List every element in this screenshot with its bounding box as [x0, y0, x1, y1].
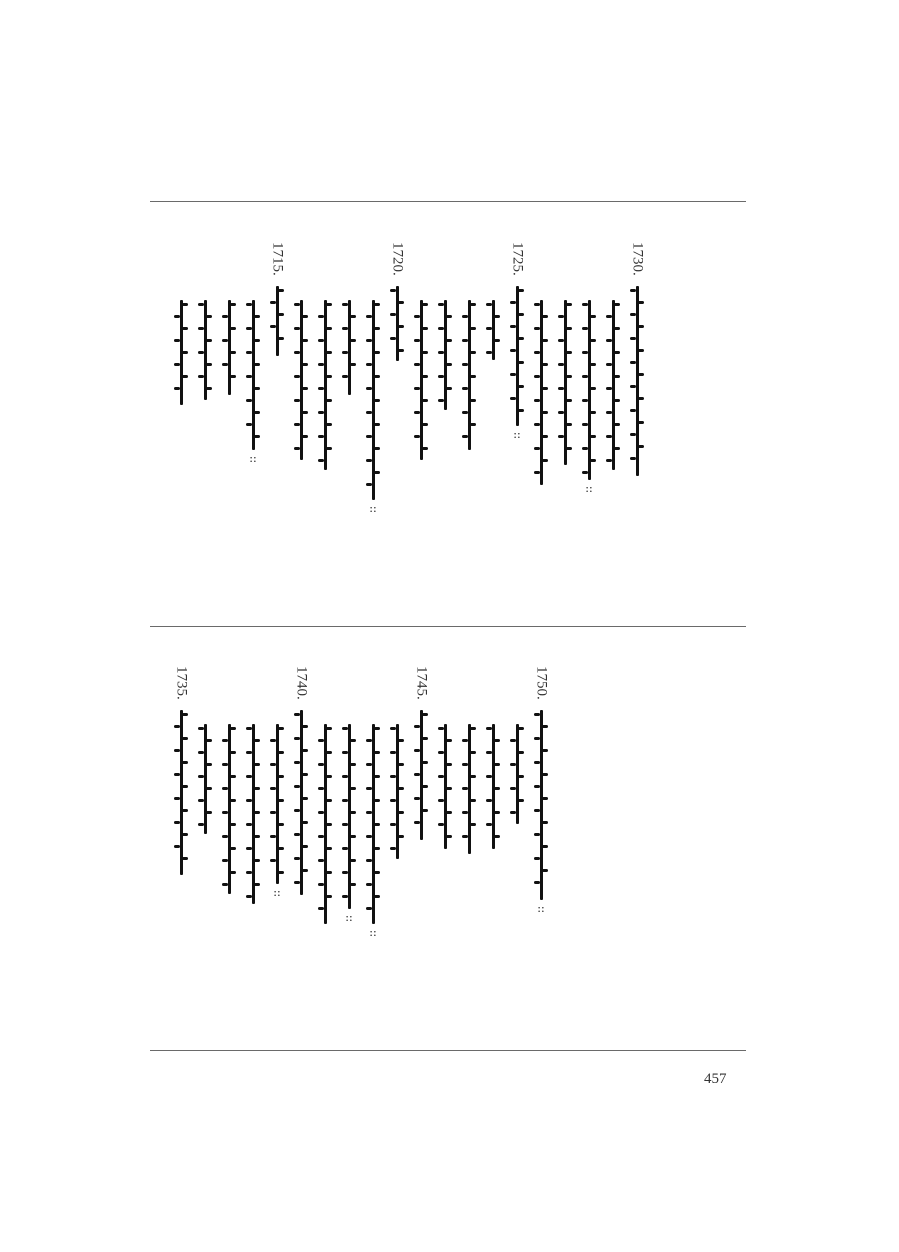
- mongolian-text-line: [434, 290, 456, 410]
- mongolian-text-line: [530, 666, 552, 914]
- mongolian-script: ::: [270, 724, 284, 898]
- line-number: 1750.: [533, 666, 550, 700]
- mongolian-script: [462, 724, 476, 854]
- mongolian-text-line: [242, 290, 264, 464]
- page-number: 457: [704, 1071, 727, 1087]
- line-number: 1715.: [269, 242, 286, 276]
- mongolian-script: [294, 300, 308, 460]
- mongolian-script: [438, 724, 452, 849]
- mongolian-text-line: [194, 714, 216, 834]
- mongolian-text-line: [482, 714, 504, 849]
- mongolian-script: [510, 724, 524, 824]
- mongolian-text-line: [506, 714, 528, 824]
- line-number: 1725.: [509, 242, 526, 276]
- mongolian-text-line: [362, 290, 384, 514]
- mongolian-script: [318, 724, 332, 924]
- mongolian-script: [486, 724, 500, 849]
- mongolian-script: [486, 300, 500, 360]
- mongolian-script: [198, 724, 212, 834]
- mongolian-text-line: [386, 714, 408, 859]
- mongolian-script: [270, 286, 284, 356]
- mongolian-text-line: [482, 290, 504, 360]
- mongolian-script: ::: [582, 300, 596, 494]
- mongolian-text-line: [170, 666, 192, 875]
- mongolian-text-line: [338, 714, 360, 923]
- line-number: 1740.: [293, 666, 310, 700]
- mongolian-text-line: [386, 242, 408, 361]
- mongolian-script: [414, 710, 428, 840]
- mongolian-script: [414, 300, 428, 460]
- mongolian-text-line: [410, 290, 432, 460]
- mongolian-text-line: [626, 242, 648, 476]
- mongolian-text-line: [170, 290, 192, 405]
- mongolian-script: [222, 300, 236, 395]
- mongolian-text-line: [314, 714, 336, 924]
- mongolian-text-line: [338, 290, 360, 395]
- line-number: 1735.: [173, 666, 190, 700]
- mongolian-script: ::: [246, 300, 260, 464]
- line-number: 1730.: [629, 242, 646, 276]
- mongolian-script: [390, 286, 404, 361]
- line-number: 1745.: [413, 666, 430, 700]
- mongolian-script: [438, 300, 452, 410]
- mongolian-script: [462, 300, 476, 450]
- middle-rule: [150, 626, 746, 627]
- mongolian-text-line: [434, 714, 456, 849]
- mongolian-script: [630, 286, 644, 476]
- mongolian-text-line: [506, 242, 528, 440]
- mongolian-text-line: [290, 666, 312, 895]
- mongolian-script: [390, 724, 404, 859]
- mongolian-text-line: [602, 290, 624, 470]
- mongolian-script: ::: [534, 710, 548, 914]
- mongolian-text-line: [314, 290, 336, 470]
- mongolian-text-line: [194, 290, 216, 400]
- mongolian-text-line: [458, 290, 480, 450]
- mongolian-text-line: [266, 242, 288, 356]
- mongolian-script: [318, 300, 332, 470]
- mongolian-script: [342, 300, 356, 395]
- mongolian-text-line: [578, 290, 600, 494]
- mongolian-script: ::: [342, 724, 356, 923]
- mongolian-script: ::: [510, 286, 524, 440]
- mongolian-text-line: [530, 290, 552, 485]
- mongolian-text-line: [242, 714, 264, 904]
- mongolian-script: [294, 710, 308, 895]
- mongolian-text-line: [410, 666, 432, 840]
- mongolian-script: ::: [366, 300, 380, 514]
- bottom-rule: [150, 1050, 746, 1051]
- mongolian-text-line: [554, 290, 576, 465]
- mongolian-script: [558, 300, 572, 465]
- mongolian-text-line: [218, 714, 240, 894]
- mongolian-script: [174, 300, 188, 405]
- line-number: 1720.: [389, 242, 406, 276]
- mongolian-text-line: [266, 714, 288, 898]
- mongolian-text-line: [362, 714, 384, 938]
- mongolian-script: [174, 710, 188, 875]
- mongolian-script: [606, 300, 620, 470]
- mongolian-script: ::: [366, 724, 380, 938]
- mongolian-script: [246, 724, 260, 904]
- mongolian-script: [222, 724, 236, 894]
- mongolian-text-line: [290, 290, 312, 460]
- mongolian-text-line: [458, 714, 480, 854]
- mongolian-script: [198, 300, 212, 400]
- top-rule: [150, 201, 746, 202]
- mongolian-text-line: [218, 290, 240, 395]
- mongolian-script: [534, 300, 548, 485]
